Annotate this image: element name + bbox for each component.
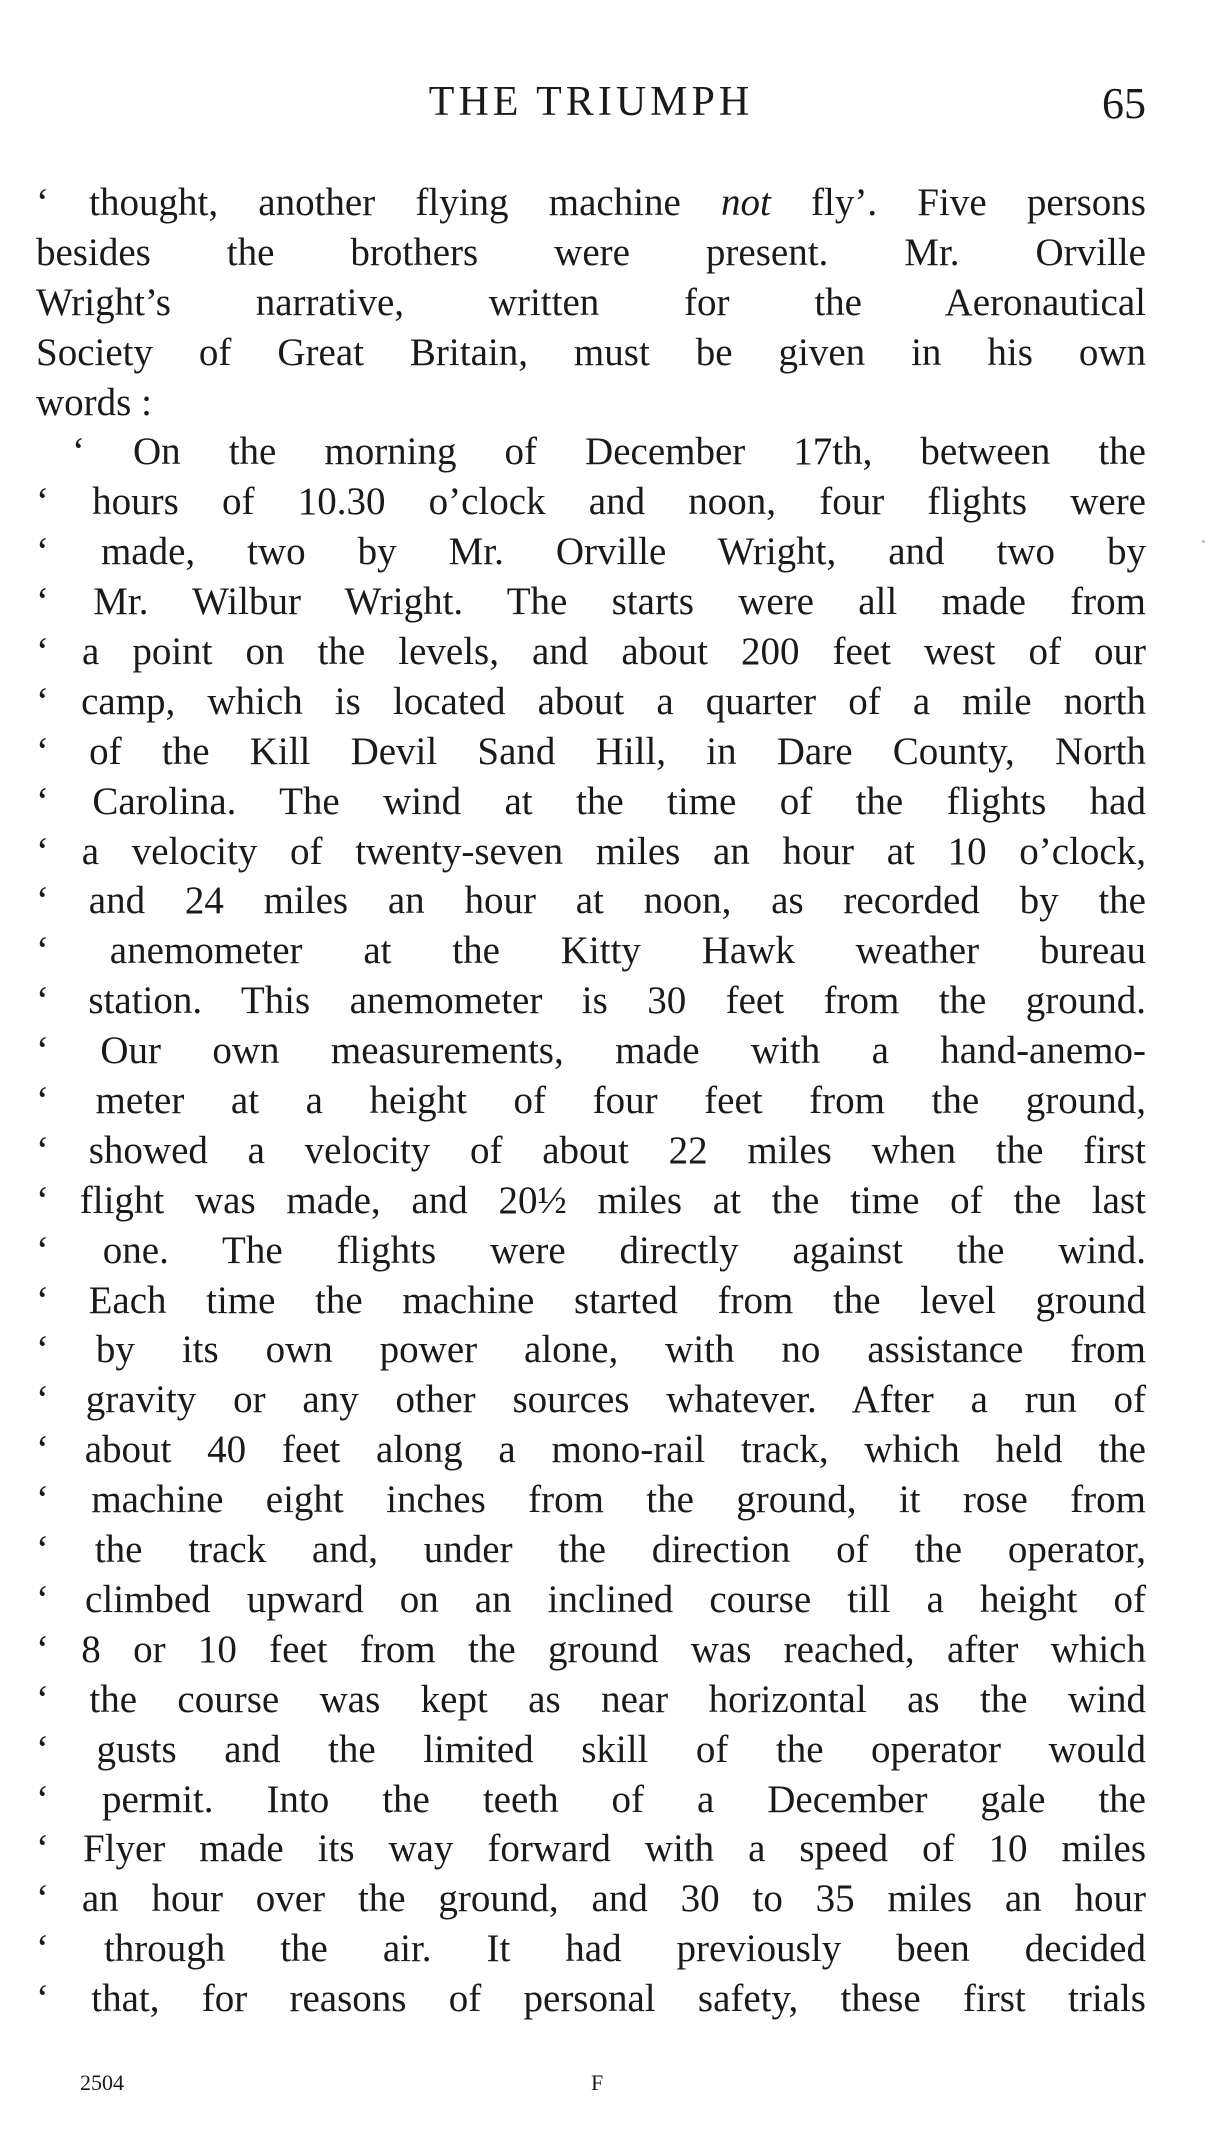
text-line: ‘ Carolina. The wind at the time of the flights had bbox=[36, 779, 1146, 823]
text-line: ‘ meter at a height of four feet from the ground, bbox=[36, 1079, 1146, 1123]
text-line: ‘ climbed upward on an inclined course till a height of bbox=[36, 1577, 1146, 1621]
text-line: ‘ On the morning of December 17th, between the bbox=[72, 430, 1146, 474]
text-line: ‘ that, for reasons of personal safety, these first trials bbox=[36, 1977, 1146, 2021]
running-title: THE TRIUMPH bbox=[428, 79, 754, 125]
text-line: ‘ the track and, under the direction of the operator, bbox=[36, 1528, 1146, 1572]
text-line: ‘ flight was made, and 20½ miles at the time of the last bbox=[36, 1178, 1146, 1222]
text-line: words : bbox=[36, 380, 152, 424]
footer bbox=[36, 2070, 1146, 2110]
signature-code: 2504 bbox=[80, 2070, 124, 2095]
text-line: ‘ Each time the machine started from the level ground bbox=[36, 1278, 1146, 1322]
signature-mark: F bbox=[591, 2070, 604, 2095]
text-line: ‘ Our own measurements, made with a hand-anemo- bbox=[36, 1029, 1146, 1073]
text-line: ‘ Flyer made its way forward with a speed of 10 miles bbox=[36, 1827, 1146, 1871]
text-line: ‘ gusts and the limited skill of the operator would bbox=[36, 1727, 1146, 1771]
text-line: ‘ station. This anemometer is 30 feet from the ground. bbox=[36, 979, 1146, 1023]
text-line: ‘ 8 or 10 feet from the ground was reached, after which bbox=[36, 1627, 1146, 1671]
text-line: ‘ of the Kill Devil Sand Hill, in Dare County, North bbox=[36, 729, 1146, 773]
running-head bbox=[36, 78, 1146, 138]
text-line: ‘ about 40 feet along a mono-rail track, which held the bbox=[36, 1428, 1146, 1472]
text-line: ‘ by its own power alone, with no assistance from bbox=[36, 1328, 1146, 1372]
text-line: ‘ a velocity of twenty-seven miles an hour at 10 o’clock, bbox=[36, 829, 1146, 873]
paper-speck bbox=[1202, 540, 1205, 543]
body-text bbox=[36, 178, 1146, 2024]
text-line: ‘ and 24 miles an hour at noon, as recorded by the bbox=[36, 879, 1146, 923]
text-line: besides the brothers were present. Mr. Orville bbox=[36, 230, 1146, 274]
text-line: ‘ the course was kept as near horizontal as the wind bbox=[36, 1677, 1146, 1721]
text-line: ‘ a point on the levels, and about 200 feet west of our bbox=[36, 630, 1146, 674]
page-number: 65 bbox=[1102, 79, 1146, 128]
text-line: ‘ made, two by Mr. Orville Wright, and two by bbox=[36, 530, 1146, 574]
text-line: ‘ permit. Into the teeth of a December gale the bbox=[36, 1777, 1146, 1821]
text-line: ‘ machine eight inches from the ground, it rose from bbox=[36, 1478, 1146, 1522]
text-line: Wright’s narrative, written for the Aeronautical bbox=[36, 280, 1146, 324]
text-line: ‘ anemometer at the Kitty Hawk weather bureau bbox=[36, 929, 1146, 973]
text-line: ‘ one. The flights were directly against the wind. bbox=[36, 1228, 1146, 1272]
text-line: Society of Great Britain, must be given in his own bbox=[36, 330, 1146, 374]
text-line: ‘ showed a velocity of about 22 miles when the first bbox=[36, 1128, 1146, 1172]
text-line: ‘ thought, another flying machine not fly’. Five persons bbox=[36, 181, 1146, 224]
text-line: ‘ an hour over the ground, and 30 to 35 miles an hour bbox=[36, 1877, 1146, 1921]
text-line: ‘ through the air. It had previously been decided bbox=[36, 1927, 1146, 1971]
text-line: ‘ Mr. Wilbur Wright. The starts were all made from bbox=[36, 580, 1146, 624]
text-line: ‘ gravity or any other sources whatever. After a run of bbox=[36, 1378, 1146, 1422]
text-line: ‘ camp, which is located about a quarter of a mile north bbox=[36, 679, 1146, 723]
text-line: ‘ hours of 10.30 o’clock and noon, four flights were bbox=[36, 480, 1146, 524]
